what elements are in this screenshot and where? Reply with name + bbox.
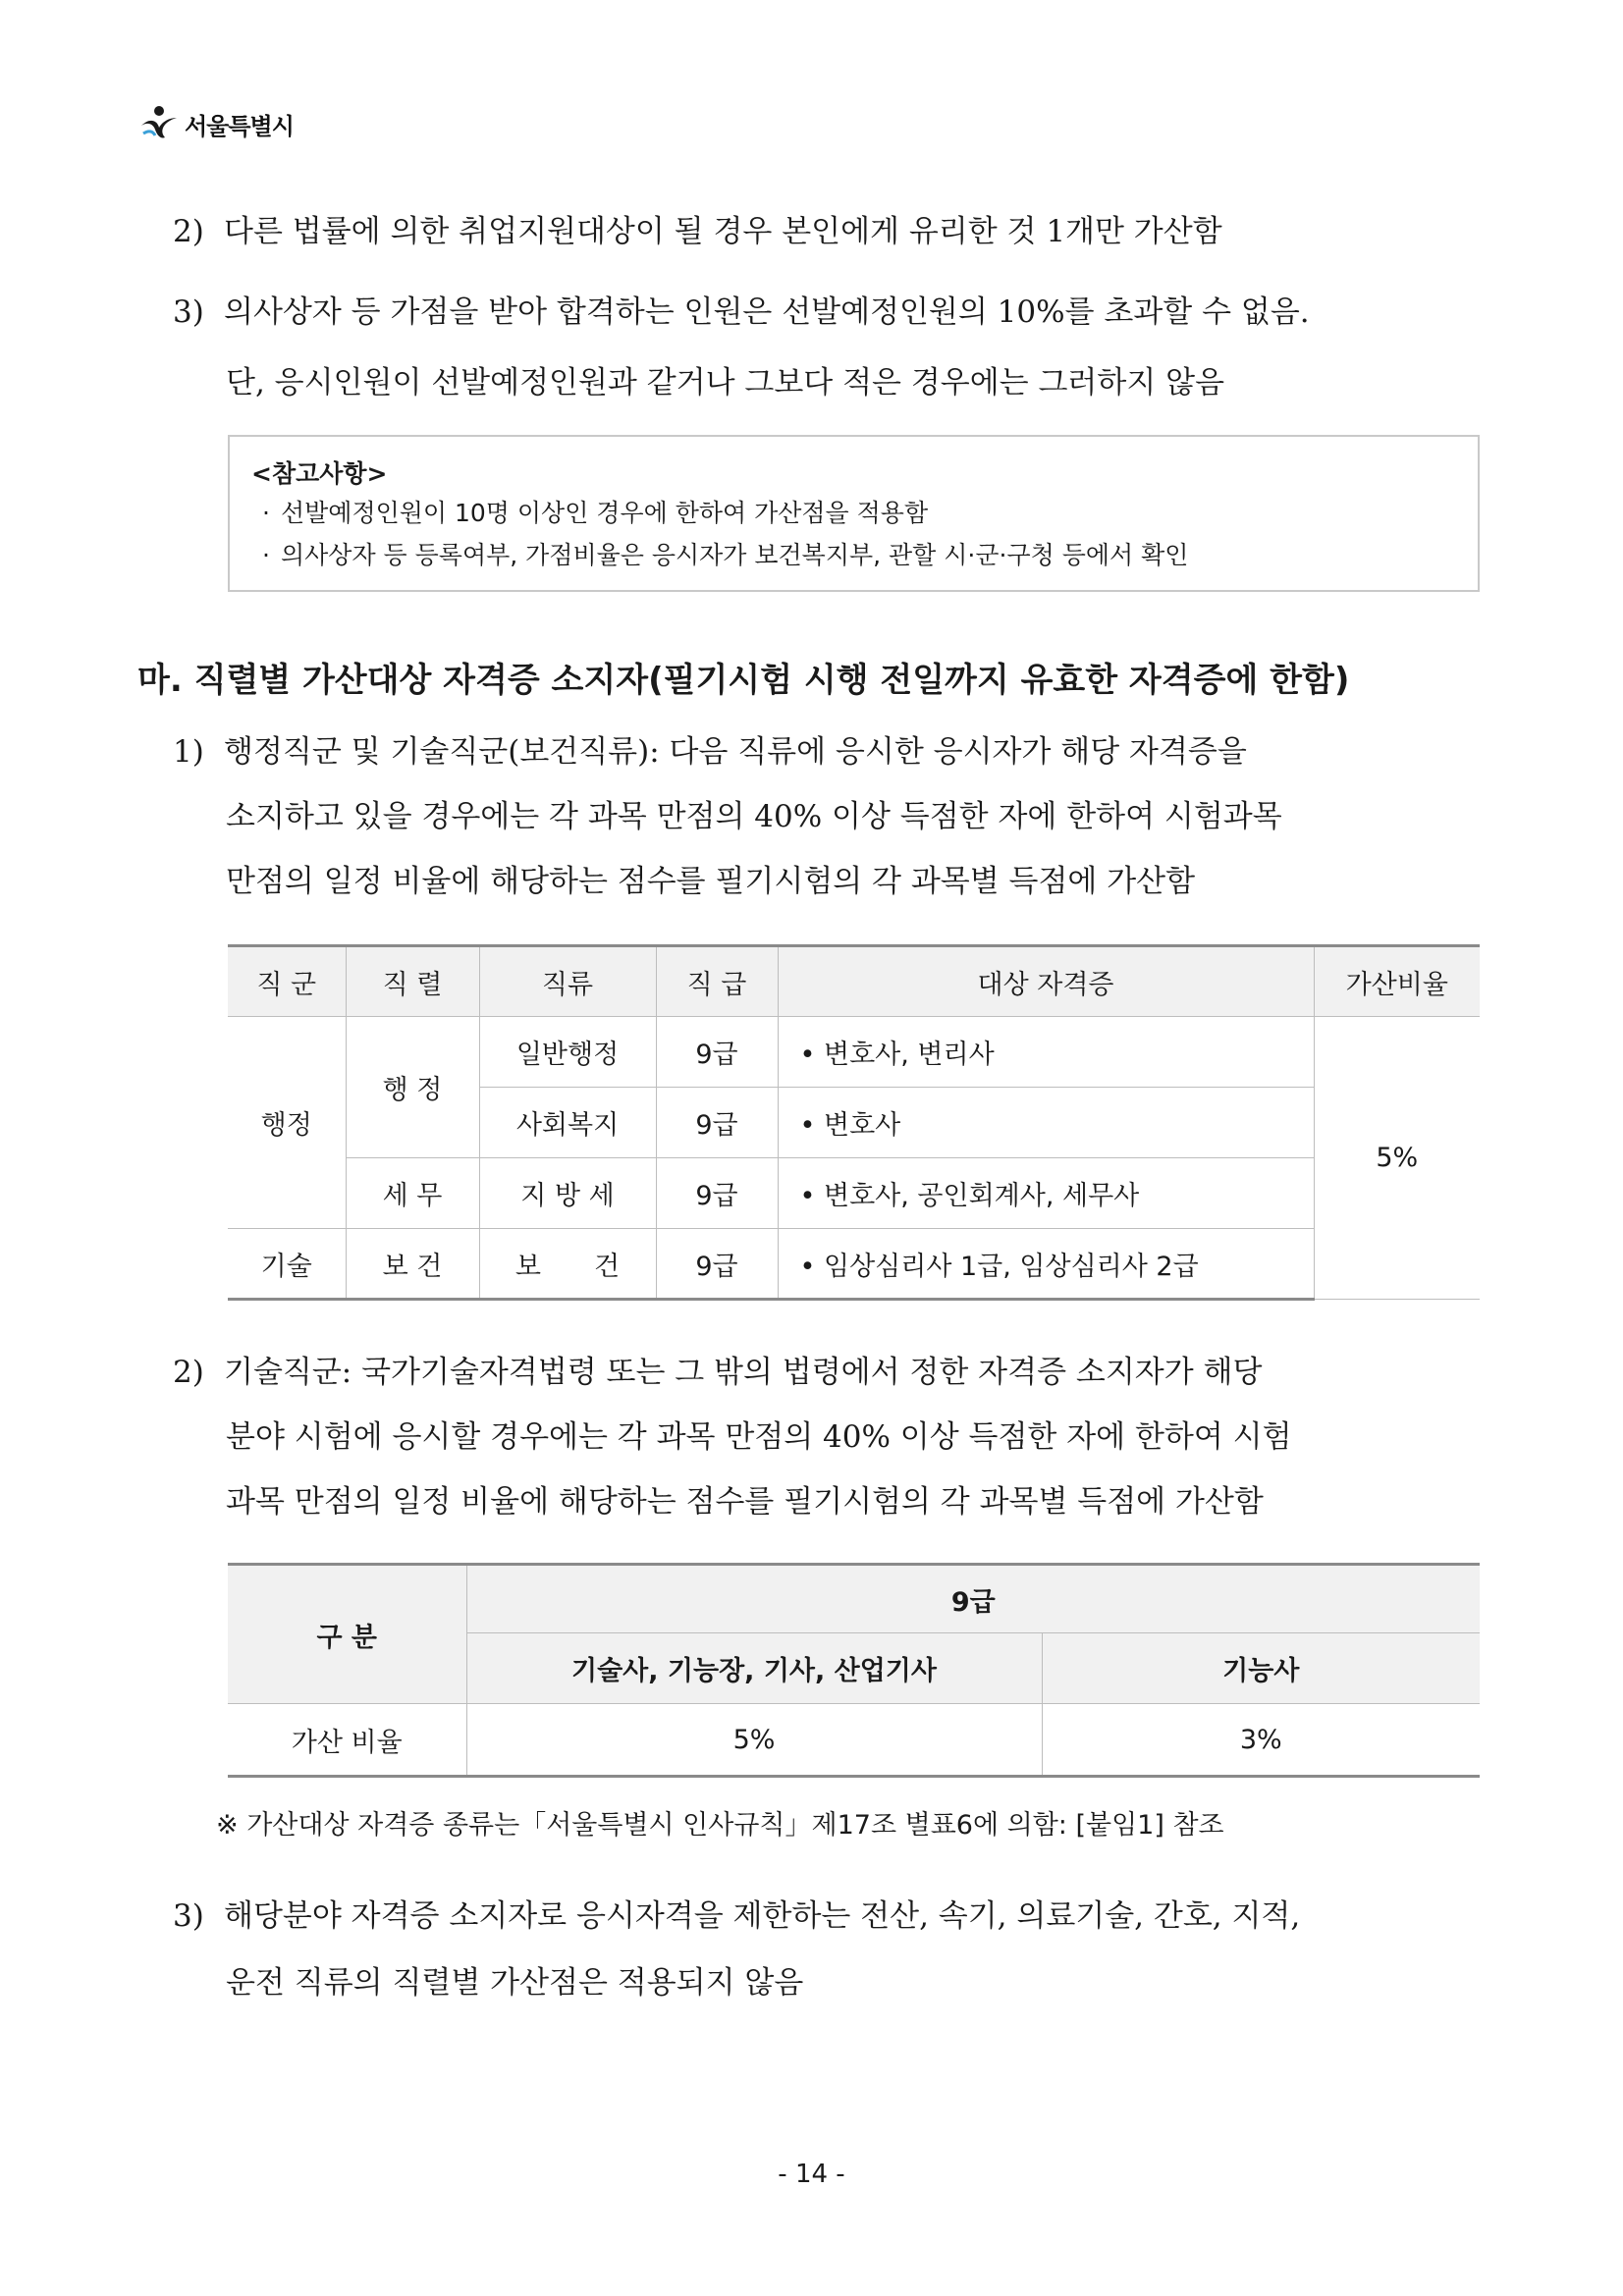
item-2-line3: 과목 만점의 일정 비율에 해당하는 점수를 필기시험의 각 과목별 득점에 가산함 <box>226 1484 1264 1520</box>
cell-series: 행 정 <box>346 1017 479 1158</box>
cell-cert: • 변호사, 변리사 <box>778 1017 1314 1088</box>
item-1: 1) 행정직군 및 기술직군(보건직류): 다음 직류에 응시한 응시자가 해당 자격증을 <box>173 734 1247 770</box>
cell-rate-craftsman: 3% <box>1042 1704 1480 1777</box>
certificate-table <box>228 944 1480 1301</box>
section-heading: 마. 직렬별 가산대상 자격증 소지자(필기시험 시행 전일까지 유효한 자격증에 한함) <box>137 661 1350 700</box>
grade-header: 9급 <box>466 1565 1480 1633</box>
item-number: 3) <box>173 294 204 330</box>
note: ※ 가산대상 자격증 종류는「서울특별시 인사규칙」제17조 별표6에 의함: [붙임1] 참조 <box>216 1810 1224 1841</box>
col-header-grade: 직 급 <box>656 946 778 1017</box>
paragraph-text: 다른 법률에 의한 취업지원대상이 될 경우 본인에게 유리한 것 1개만 가산함 <box>224 214 1222 249</box>
paragraph-3 <box>173 279 1310 346</box>
col-header-group: 직 군 <box>228 946 346 1017</box>
table-row <box>228 1017 1480 1088</box>
paragraph-text: 의사상자 등 가점을 받아 합격하는 인원은 선발예정인원의 10%를 초과할 수 없음. <box>224 294 1310 330</box>
seoul-logo-icon <box>137 102 181 145</box>
item-3-line2: 운전 직류의 직렬별 가산점은 적용되지 않음 <box>226 1965 804 2001</box>
page-number: - 14 - <box>778 2160 845 2189</box>
reference-item: · 선발예정인원이 10명 이상인 경우에 한하여 가산점을 적용함 <box>262 499 929 527</box>
cell-grade: 9급 <box>656 1017 778 1088</box>
cell-field: 사회복지 <box>479 1088 656 1158</box>
reference-title: <참고사항> <box>251 459 388 488</box>
cell-series: 보 건 <box>346 1229 479 1300</box>
col-header-advanced: 기술사, 기능장, 기사, 산업기사 <box>466 1633 1042 1704</box>
col-header-cert: 대상 자격증 <box>778 946 1314 1017</box>
seoul-logo <box>137 102 294 145</box>
cell-grade: 9급 <box>656 1158 778 1229</box>
item-1-line2: 소지하고 있을 경우에는 각 과목 만점의 40% 이상 득점한 자에 한하여 시험과목 <box>226 799 1282 834</box>
item-number: 2) <box>173 214 204 249</box>
cell-group: 행정 <box>228 1017 346 1229</box>
table-row <box>228 1704 1480 1777</box>
col-header-rate: 가산비율 <box>1314 946 1480 1017</box>
table-row <box>228 1158 1480 1229</box>
rate-table <box>228 1563 1480 1778</box>
cell-field: 보 건 <box>479 1229 656 1300</box>
cell-field: 지 방 세 <box>479 1158 656 1229</box>
cell-grade: 9급 <box>656 1088 778 1158</box>
cell-cert: • 변호사, 공인회계사, 세무사 <box>778 1158 1314 1229</box>
cell-cert: • 임상심리사 1급, 임상심리사 2급 <box>778 1229 1314 1300</box>
item-2: 2) 기술직군: 국가기술자격법령 또는 그 밖의 법령에서 정한 자격증 소지자가 해당 <box>173 1355 1263 1390</box>
logo-text: 서울특별시 <box>185 112 294 140</box>
item-2-line2: 분야 시험에 응시할 경우에는 각 과목 만점의 40% 이상 득점한 자에 한하여 시험 <box>226 1419 1292 1455</box>
row-label: 가산 비율 <box>228 1704 466 1777</box>
cell-cert: • 변호사 <box>778 1088 1314 1158</box>
cell-series: 세 무 <box>346 1158 479 1229</box>
cell-rate-advanced: 5% <box>466 1704 1042 1777</box>
reference-box <box>228 435 1480 592</box>
corner-header: 구 분 <box>228 1565 466 1704</box>
col-header-field: 직류 <box>479 946 656 1017</box>
paragraph-2 <box>173 198 1222 265</box>
table-row <box>228 1229 1480 1300</box>
reference-item: · 의사상자 등 등록여부, 가점비율은 응시자가 보건복지부, 관할 시·군·구청 등에서 확인 <box>262 541 1189 569</box>
item-1-line3: 만점의 일정 비율에 해당하는 점수를 필기시험의 각 과목별 득점에 가산함 <box>226 864 1196 899</box>
col-header-craftsman: 기능사 <box>1042 1633 1480 1704</box>
cell-group: 기술 <box>228 1229 346 1300</box>
cell-rate: 5% <box>1314 1017 1480 1300</box>
col-header-series: 직 렬 <box>346 946 479 1017</box>
item-3: 3) 해당분야 자격증 소지자로 응시자격을 제한하는 전산, 속기, 의료기술, 간호, 지적, <box>173 1898 1301 1934</box>
paragraph-3-cont: 단, 응시인원이 선발예정인원과 같거나 그보다 적은 경우에는 그러하지 않음 <box>226 365 1225 400</box>
cell-field: 일반행정 <box>479 1017 656 1088</box>
cell-grade: 9급 <box>656 1229 778 1300</box>
